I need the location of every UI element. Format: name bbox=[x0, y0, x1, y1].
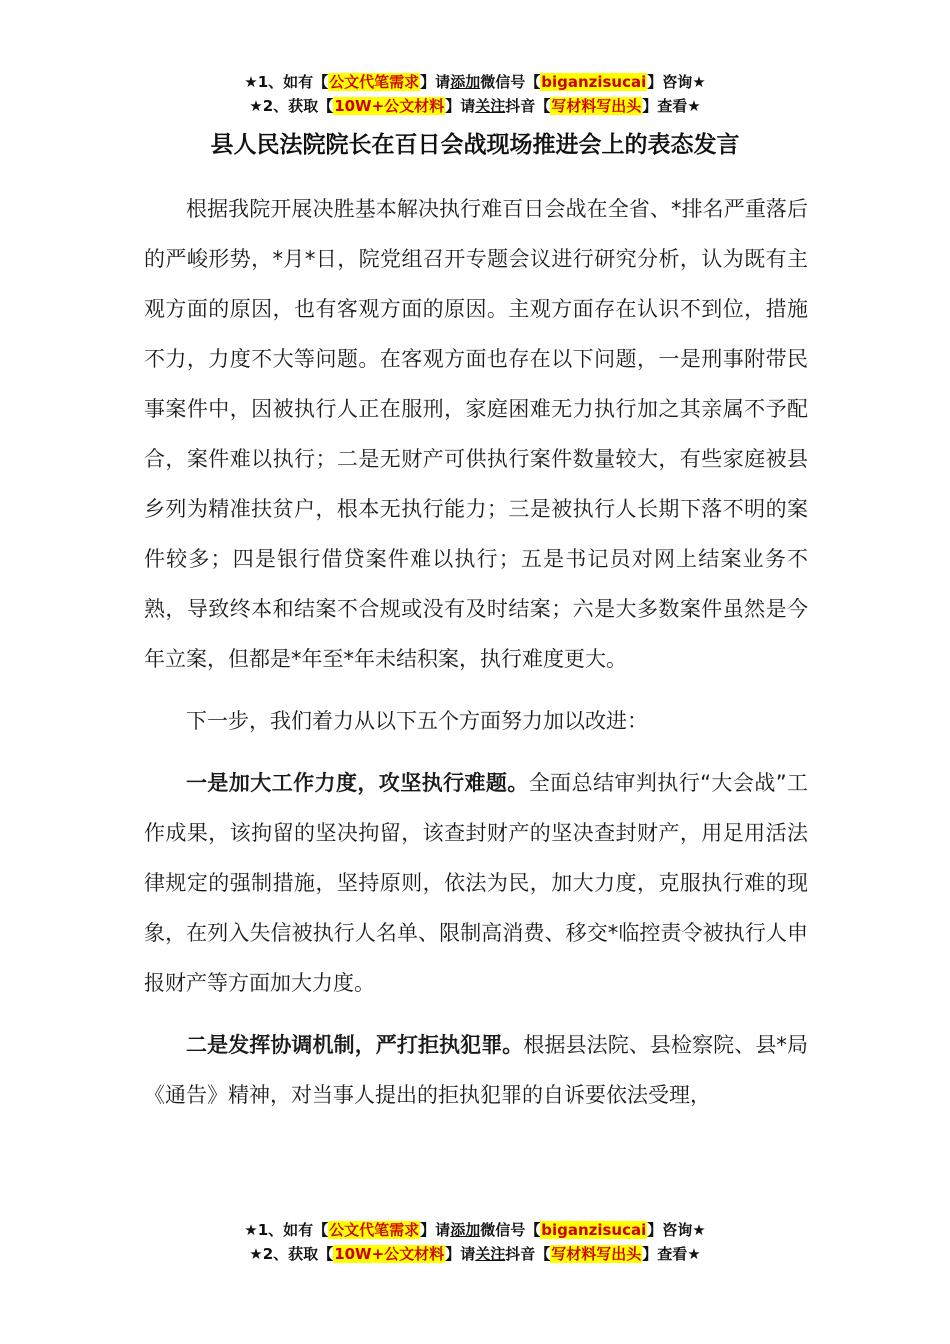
promo-line-1 bbox=[0, 70, 950, 94]
paragraph-text: 根据我院开展决胜基本解决执行难百日会战在全省、*排名严重落后的严峻形势，*月*日，院党组召开专题会议进行研究分析，认为既有主观方面的原因，也有客观方面的原因。主观方面存在认识不到位，措施不力，力度不大等问题。在客观方面也存在以下问题，一是刑事附带民事案件中，因被执行人正在服刑，家庭困难无力执行加之其亲属不予配合，案件难以执行；二是无财产可供执行案件数量较大，有些家庭被县乡列为精准扶贫户，根本无执行能力；三是被执行人长期下落不明的案件较多；四是银行借贷案件难以执行；五是书记员对网上结案业务不熟，导致终本和结案不合规或没有及时结案；六是大多数案件虽然是今年立案，但都是*年至*年未结积案，执行难度更大。 bbox=[144, 197, 808, 671]
promo-text: ★1、如有【 bbox=[244, 1221, 329, 1239]
promo-text: ★2、获取【 bbox=[249, 97, 334, 115]
paragraph-text: 根据县法院、县检察院、县*局《通告》精神，对当事人提出的拒执犯罪的自诉要依法受理， bbox=[144, 1033, 809, 1107]
promo-underlined-text: 关注 bbox=[475, 1245, 506, 1263]
promo-line-1 bbox=[0, 1218, 950, 1242]
promo-text: 】查看★ bbox=[642, 1245, 701, 1263]
promo-text: 微信号【 bbox=[480, 1221, 541, 1239]
promo-text: 】咨询★ bbox=[647, 1221, 706, 1239]
document-title: 县人民法院院长在百日会战现场推进会上的表态发言 bbox=[210, 132, 740, 158]
promo-text: 】咨询★ bbox=[647, 73, 706, 91]
promo-text: ★2、获取【 bbox=[249, 1245, 334, 1263]
promo-highlight: 10W+公文材料 bbox=[334, 1245, 445, 1263]
promo-underlined-text: 关注 bbox=[475, 97, 506, 115]
promo-highlight: 公文代笔需求 bbox=[329, 73, 420, 91]
paragraph-point-1 bbox=[144, 758, 808, 1008]
promo-text: 】请 bbox=[445, 1245, 476, 1263]
wechat-id-highlight: biganzisucai bbox=[541, 1221, 647, 1239]
paragraph-lead: 一是加大工作力度，攻坚执行难题。 bbox=[186, 771, 529, 795]
promo-text: 】请 bbox=[420, 73, 451, 91]
document-body bbox=[144, 184, 808, 1120]
paragraph-next-steps bbox=[144, 696, 808, 746]
douyin-name-highlight: 写材料写出头 bbox=[551, 97, 642, 115]
paragraph-background bbox=[144, 184, 808, 684]
promo-line-2 bbox=[0, 1242, 950, 1266]
paragraph-text: 全面总结审判执行“大会战”工作成果，该拘留的坚决拘留，该查封财产的坚决查封财产，用足用活法律规定的强制措施，坚持原则，依法为民，加大力度，克服执行难的现象，在列入失信被执行人名单、限制高消费、移交*临控责令被执行人申报财产等方面加大力度。 bbox=[144, 771, 808, 995]
wechat-id-highlight: biganzisucai bbox=[541, 73, 647, 91]
promo-line-2 bbox=[0, 94, 950, 118]
promo-underlined-text: 添加 bbox=[450, 1221, 481, 1239]
promo-highlight: 公文代笔需求 bbox=[329, 1221, 420, 1239]
promo-underlined-text: 添加 bbox=[450, 73, 481, 91]
paragraph-point-2 bbox=[144, 1020, 808, 1120]
promo-banner-bottom bbox=[0, 1218, 950, 1266]
paragraph-text: 下一步，我们着力从以下五个方面努力加以改进： bbox=[186, 709, 648, 733]
promo-text: 】查看★ bbox=[642, 97, 701, 115]
promo-text: 抖音【 bbox=[505, 97, 551, 115]
promo-highlight: 10W+公文材料 bbox=[334, 97, 445, 115]
promo-text: 】请 bbox=[445, 97, 476, 115]
promo-text: ★1、如有【 bbox=[244, 73, 329, 91]
promo-text: 抖音【 bbox=[505, 1245, 551, 1263]
douyin-name-highlight: 写材料写出头 bbox=[551, 1245, 642, 1263]
promo-banner-top bbox=[0, 70, 950, 118]
paragraph-lead: 二是发挥协调机制，严打拒执犯罪。 bbox=[186, 1033, 524, 1057]
promo-text: 】请 bbox=[420, 1221, 451, 1239]
promo-text: 微信号【 bbox=[480, 73, 541, 91]
